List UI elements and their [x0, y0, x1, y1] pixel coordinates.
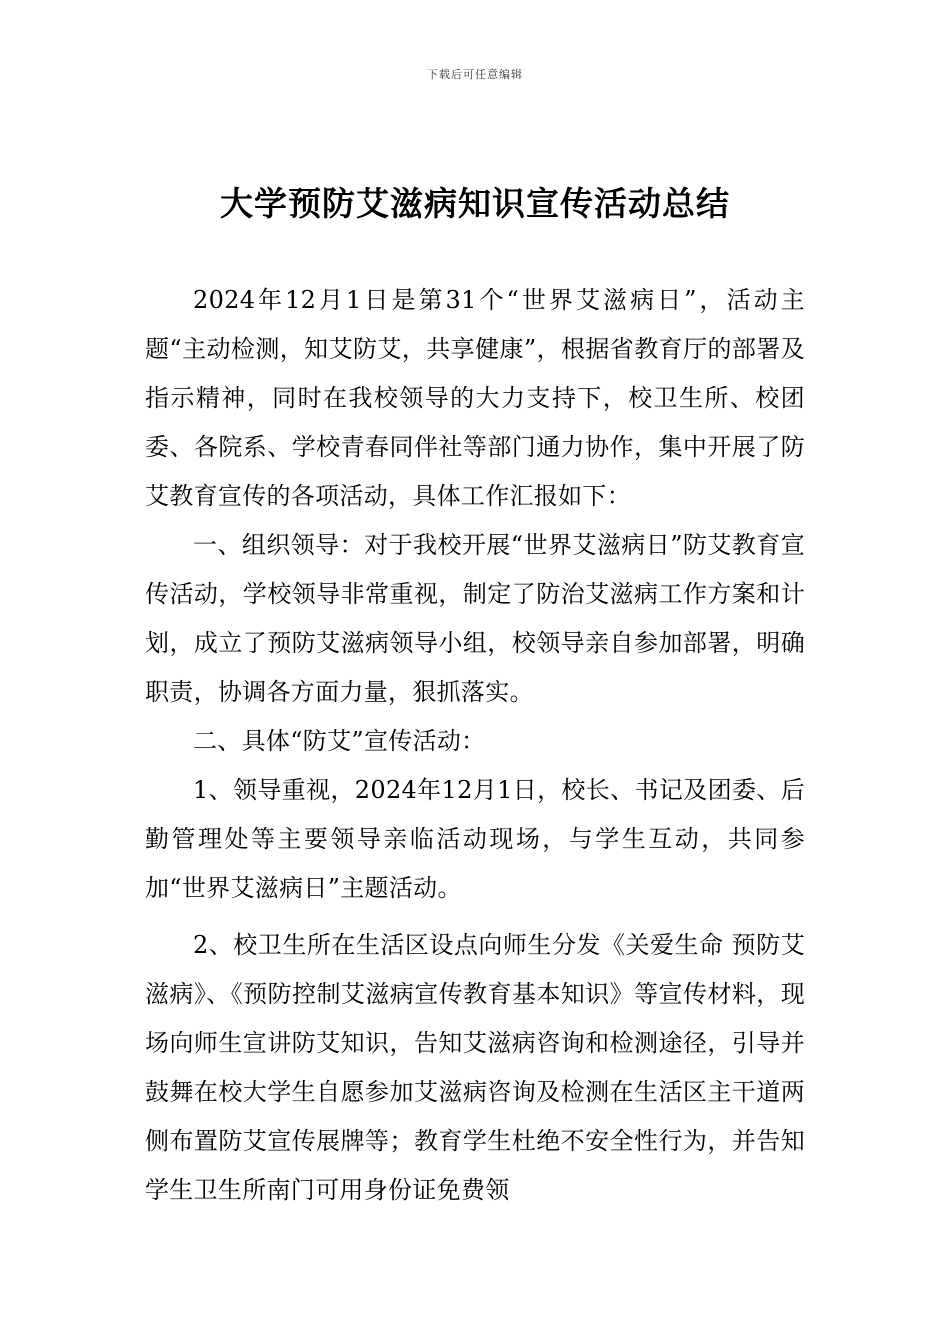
paragraph-activity-2: 2、校卫生所在生活区设点向师生分发《关爱生命 预防艾滋病》、《预防控制艾滋病宣传教育基本知识》等宣传材料，现场向师生宣讲防艾知识，告知艾滋病咨询和检测途径，引导并鼓舞在校大学生自愿参加艾滋病咨询及检测在生活区主干道两侧布置防艾宣传展牌等；教育学生杜绝不安全性行为，并告知学生卫生所南门可用身份证免费领 — [145, 931, 805, 1204]
document-title: 大学预防艾滋病知识宣传活动总结 — [220, 184, 730, 223]
paragraph-activity-1: 1、领导重视，2024年12月1日，校长、书记及团委、后勤管理处等主要领导亲临活动现场，与学生互动，共同参加“世界艾滋病日”主题活动。 — [145, 776, 805, 902]
paragraph-activities-heading: 二、具体“防艾”宣传活动： — [193, 727, 486, 755]
page-header-note: 下载后可任意编辑 — [427, 68, 523, 81]
paragraph-organization: 一、组织领导：对于我校开展“世界艾滋病日”防艾教育宣传活动，学校领导非常重视，制定了防治艾滋病工作方案和计划，成立了预防艾滋病领导小组，校领导亲自参加部署，明确职责，协调各方面力量，狠抓落实。 — [145, 531, 805, 706]
paragraph-intro: 2024年12月1日是第31个“世界艾滋病日”，活动主题“主动检测，知艾防艾，共享健康”，根据省教育厅的部署及指示精神，同时在我校领导的大力支持下，校卫生所、校团委、各院系、学校青春同伴社等部门通力协作，集中开展了防艾教育宣传的各项活动，具体工作汇报如下： — [145, 286, 805, 510]
document-body — [145, 276, 805, 1215]
